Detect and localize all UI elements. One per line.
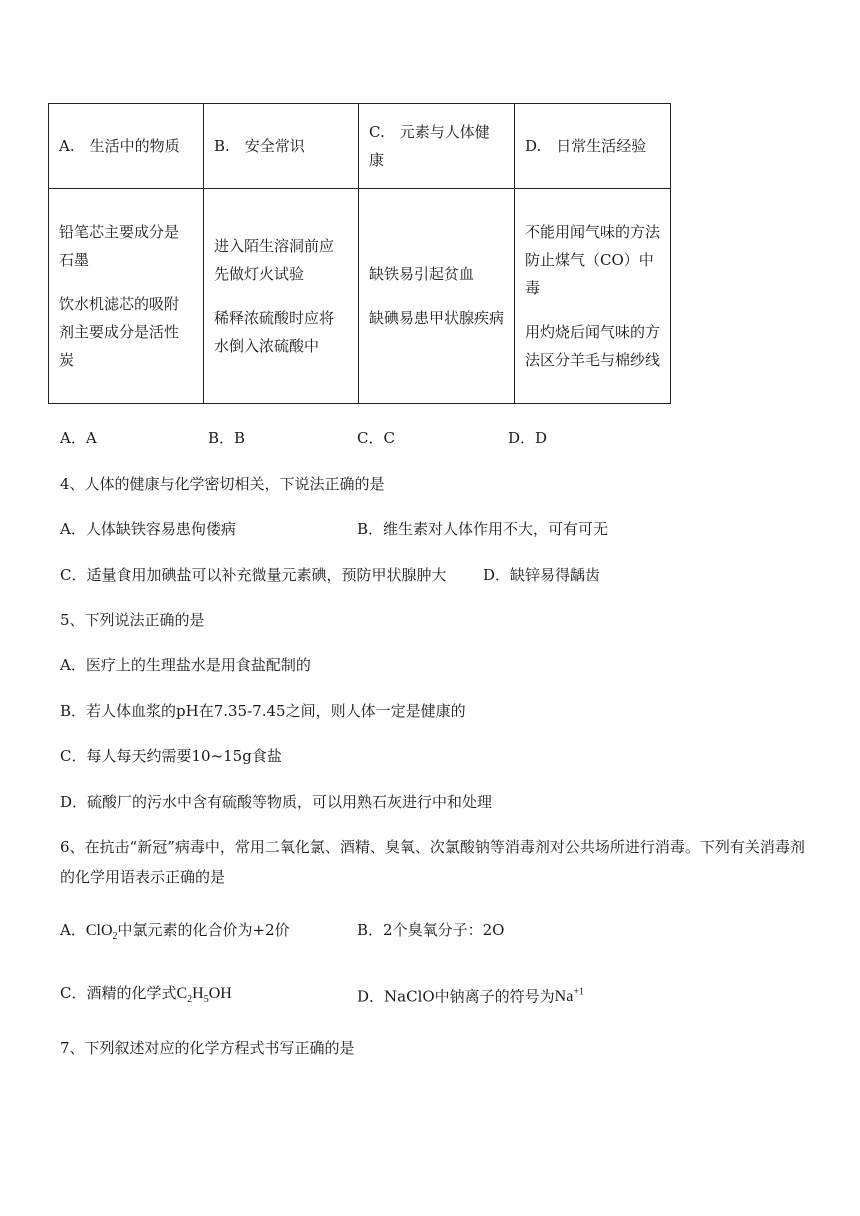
q3-option-d[interactable]: D．D <box>508 429 548 447</box>
table-header-row <box>49 104 671 189</box>
table-header-b: B. 安全常识 <box>204 104 359 189</box>
q6-option-a[interactable] <box>60 920 290 947</box>
q3-option-a[interactable]: A．A <box>60 429 97 447</box>
table-cell-c <box>359 189 515 404</box>
q5-option-a[interactable]: A．医疗上的生理盐水是用食盐配制的 <box>60 656 311 674</box>
q4-option-d[interactable]: D．缺锌易得龋齿 <box>483 566 601 584</box>
table-cell-a <box>49 189 204 404</box>
q5-stem: 5、下列说法正确的是 <box>60 611 205 629</box>
q6-option-b[interactable]: B．2个臭氧分子：2O <box>357 921 505 939</box>
q6-option-a-formula <box>85 922 118 943</box>
q4-option-c[interactable]: C．适量食用加碘盐可以补充微量元素碘，预防甲状腺肿大 <box>60 566 447 584</box>
q6-option-c-formula-c: C <box>176 985 188 1002</box>
q5-option-d[interactable]: D．硫酸厂的污水中含有硫酸等物质，可以用熟石灰进行中和处理 <box>60 793 493 811</box>
q6-option-c-formula-sub-2: 5 <box>203 994 209 1006</box>
q6-option-a-suffix: 中氯元素的化合价为+2价 <box>117 921 290 939</box>
cell-d-statement-2: 用灼烧后闻气味的方法区分羊毛与棉纱线 <box>525 323 661 369</box>
q6-option-d-prefix: D．NaClO中钠离子的符号为 <box>357 987 555 1006</box>
cell-c-statement-1: 缺铁易引起贫血 <box>369 265 475 283</box>
table-header-d: D. 日常生活经验 <box>515 104 671 189</box>
q4-option-a[interactable]: A．人体缺铁容易患佝偻病 <box>60 520 236 538</box>
q6-option-c-prefix: C．酒精的化学式 <box>60 984 177 1002</box>
q6-option-d[interactable] <box>357 983 584 1007</box>
table-cell-d <box>515 189 671 404</box>
q6-stem: 6、在抗击“新冠”病毒中，常用二氧化氯、酒精、臭氧、次氯酸钠等消毒剂对公共场所进行消毒。下列有关消毒剂的化学用语表示正确的是 <box>60 838 805 886</box>
q6-option-c-formula-h: H <box>192 985 204 1002</box>
knowledge-table <box>48 103 671 404</box>
cell-b-statement-1: 进入陌生溶洞前应先做灯火试验 <box>214 237 335 283</box>
q6-option-c-formula-oh: OH <box>208 985 232 1002</box>
q6-option-c-formula <box>176 985 232 1006</box>
q5-option-c[interactable]: C．每人每天约需要10~15g食盐 <box>60 747 282 765</box>
q6-option-a-formula-base: ClO <box>85 922 113 939</box>
q6-option-c[interactable] <box>60 983 232 1010</box>
table-cell-b <box>204 189 359 404</box>
cell-b-statement-2: 稀释浓硫酸时应将水倒入浓硫酸中 <box>214 309 335 355</box>
q6-option-a-prefix: A． <box>60 921 86 939</box>
table-header-a: A. 生活中的物质 <box>49 104 204 189</box>
q3-option-c[interactable]: C．C <box>357 429 395 447</box>
cell-a-statement-2: 饮水机滤芯的吸附剂主要成分是活性炭 <box>59 295 180 369</box>
q6-option-d-formula-base: Na <box>554 988 574 1006</box>
q4-option-b[interactable]: B．维生素对人体作用不大，可有可无 <box>357 520 609 538</box>
q7-stem: 7、下列叙述对应的化学方程式书写正确的是 <box>60 1039 355 1057</box>
q6-option-c-formula-sub-1: 2 <box>187 994 193 1006</box>
q6-option-a-formula-sub: 2 <box>112 931 118 943</box>
q4-stem: 4、人体的健康与化学密切相关，下说法正确的是 <box>60 475 385 493</box>
cell-d-statement-1: 不能用闻气味的方法防止煤气（CO）中毒 <box>525 223 661 297</box>
q6-option-d-formula <box>555 988 584 1005</box>
table-body-row <box>49 189 671 404</box>
cell-c-statement-2: 缺碘易患甲状腺疾病 <box>369 309 505 327</box>
cell-a-statement-1: 铅笔芯主要成分是石墨 <box>59 223 180 269</box>
q6-option-d-formula-sup: +1 <box>573 987 584 998</box>
q5-option-b[interactable]: B．若人体血浆的pH在7.35-7.45之间，则人体一定是健康的 <box>60 702 466 720</box>
q3-option-b[interactable]: B．B <box>208 429 246 447</box>
table-header-c: C. 元素与人体健康 <box>359 104 515 189</box>
